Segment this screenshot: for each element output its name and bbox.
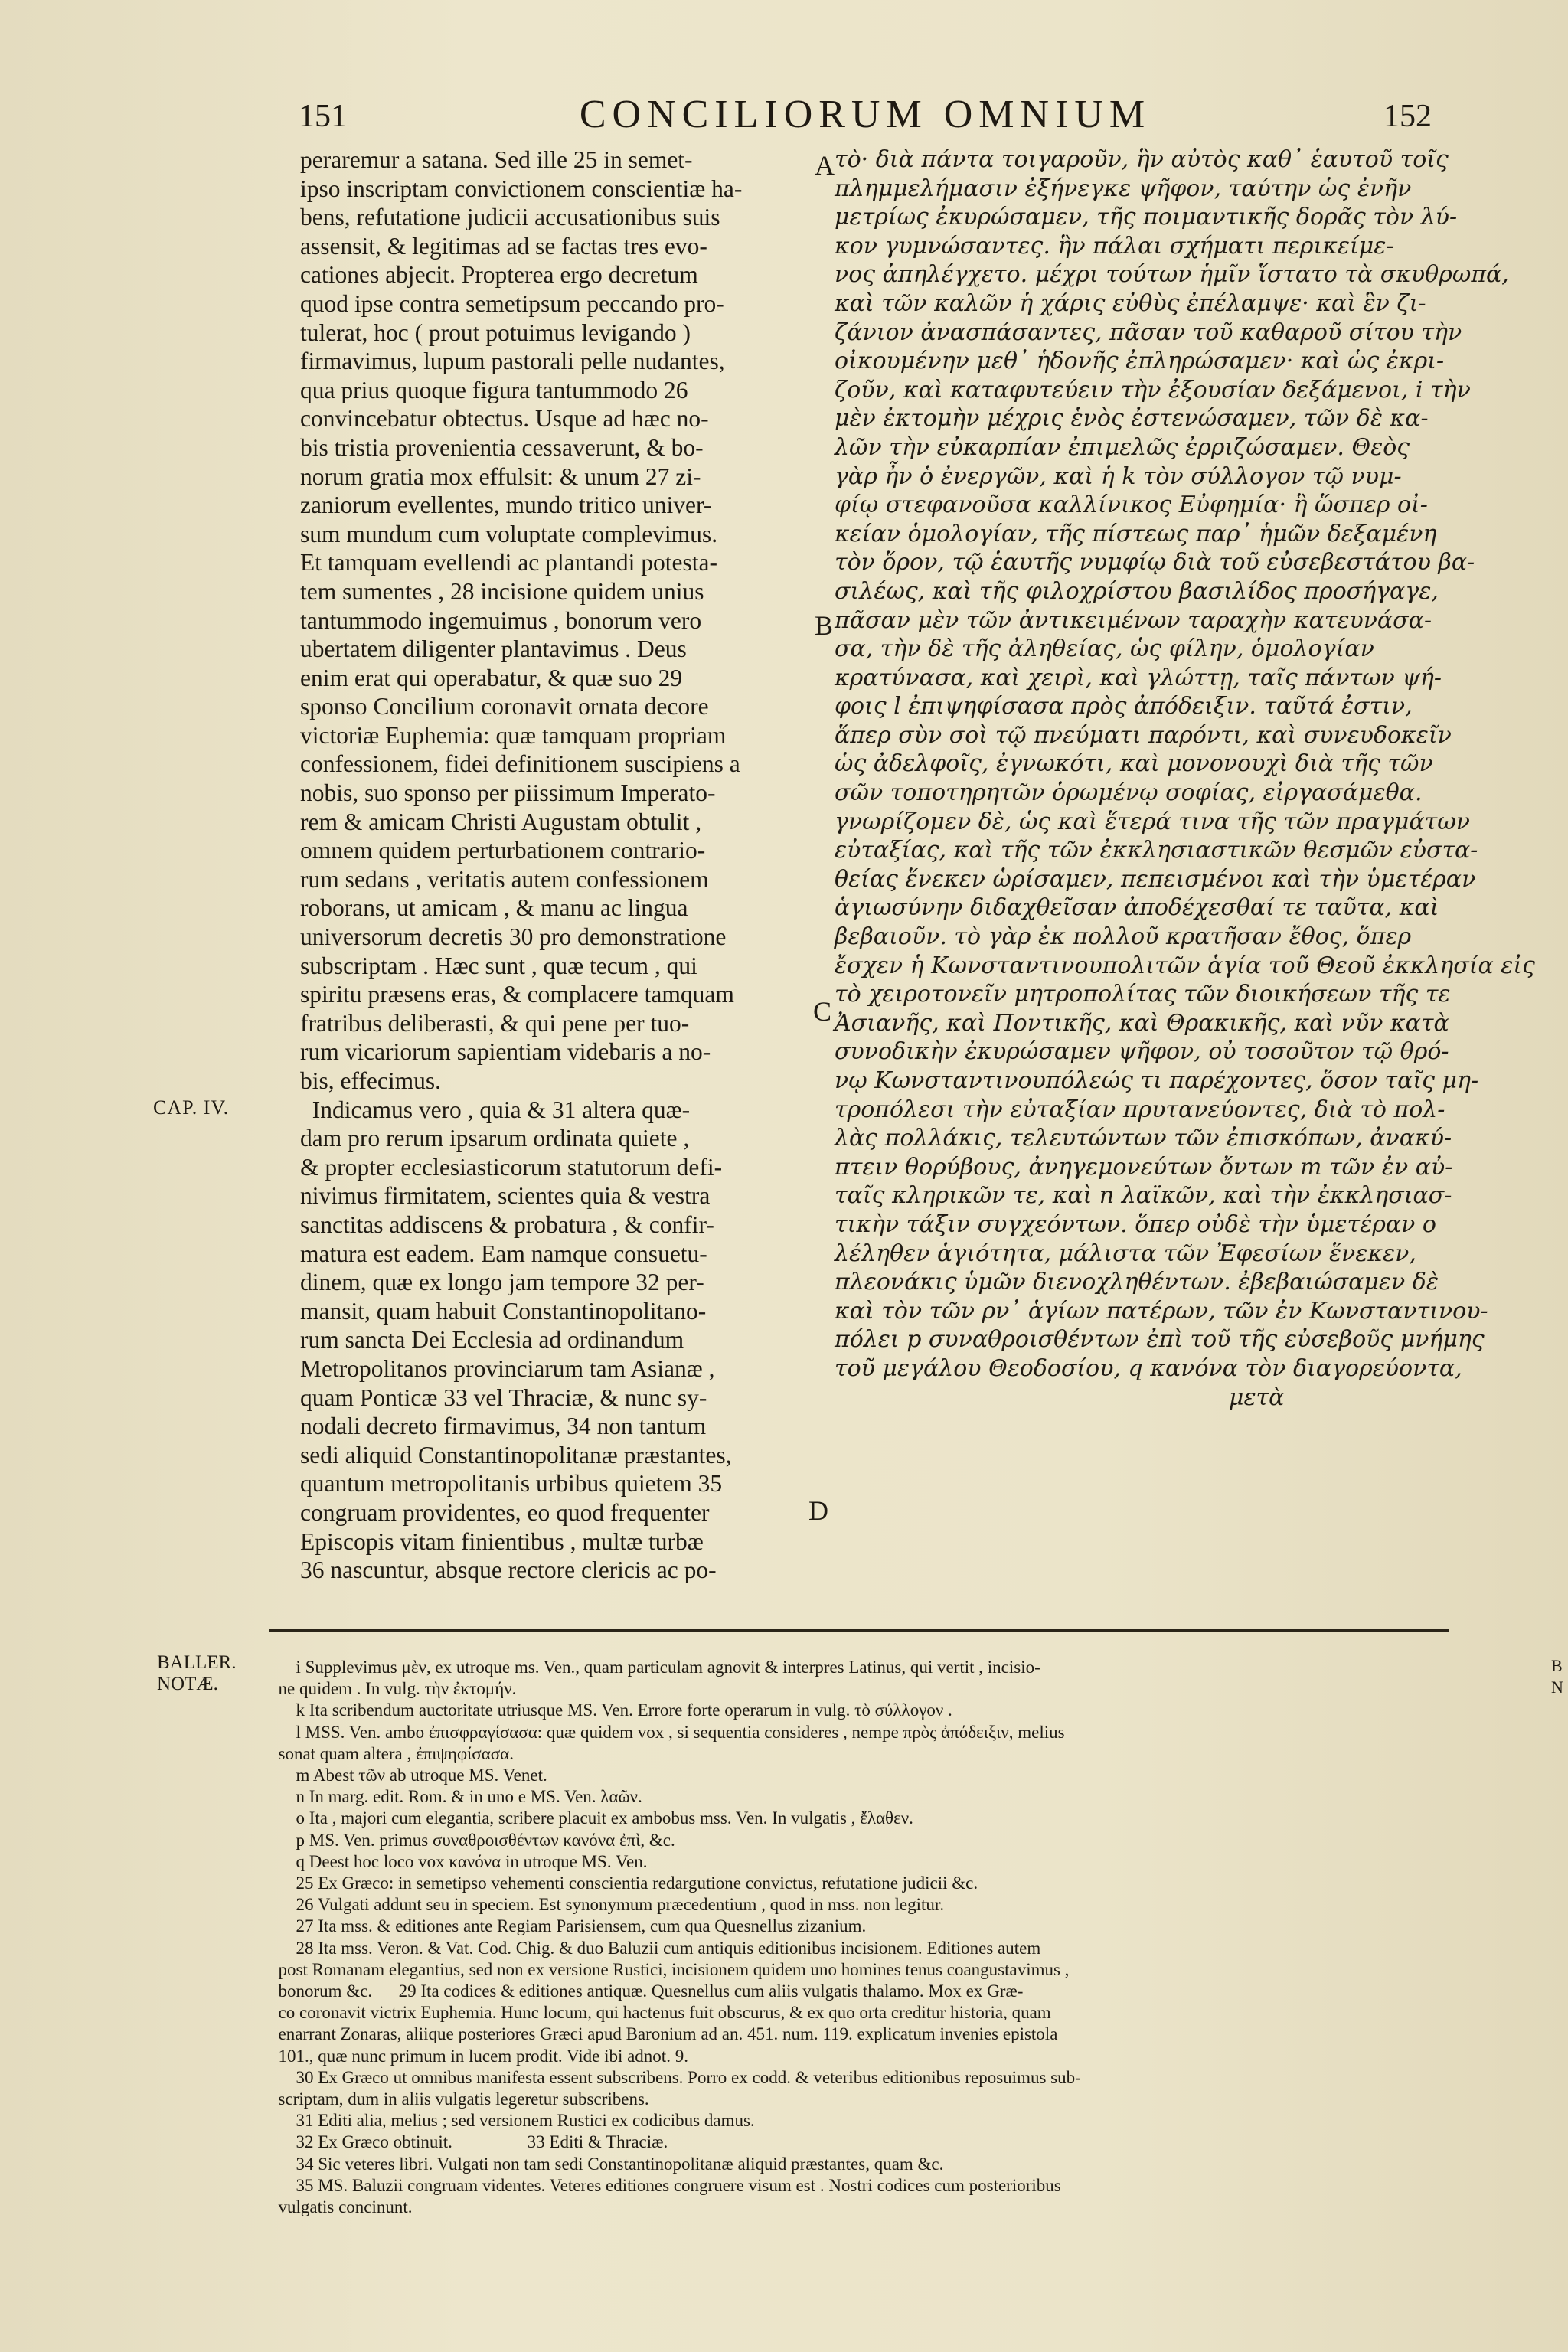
footnote-line: 34 Sic veteres libri. Vulgati non tam sedi Constantinopolitanæ aliquid præstantes, quam &c. — [270, 2154, 944, 2174]
latin-text-line: nobis, suo sponso per piissimum Imperato- — [300, 779, 716, 807]
greek-text-line: λέληθεν ἁγιότητα, μάλιστα τῶν Ἐφεσίων ἕνεκεν, — [835, 1240, 1416, 1267]
greek-text-line: σιλέως, καὶ τῆς φιλοχρίστου βασιλίδος προσήγαγε, — [835, 577, 1439, 605]
greek-text-line: φίῳ στεφανοῦσα καλλίνικος Εὐφημία· ἣ ὥσπερ οἰ- — [835, 492, 1428, 519]
greek-text-line: τροπόλεσι τὴν εὐταξίαν πρυτανεύοντες, διὰ τὸ πολ- — [835, 1096, 1446, 1123]
latin-text-line: Et tamquam evellendi ac plantandi potesta- — [300, 549, 717, 577]
margin-letter-b: B — [815, 610, 834, 641]
latin-text-line: 36 nascuntur, absque rectore clericis ac po- — [300, 1557, 717, 1584]
greek-text-line: ἔσχεν ἡ Κωνσταντινουπολιτῶν ἁγία τοῦ Θεοῦ ἐκκλησία εἰς — [835, 952, 1535, 979]
latin-text-line: omnem quidem perturbationem contrario- — [300, 837, 706, 864]
greek-text-line: πλημμελήμασιν ἐξήνεγκε ψῆφον, ταύτην ὡς ἐνῆν — [835, 175, 1412, 202]
footnote-line: scriptam, dum in aliis vulgatis legeretur subscribens. — [270, 2089, 649, 2109]
footnote-line: 30 Ex Græco ut omnibus manifesta essent subscribens. Porro ex codd. & veteribus editionibus reposuimus sub- — [270, 2067, 1081, 2087]
latin-text-line: rum sancta Dei Ecclesia ad ordinandum — [300, 1326, 684, 1354]
latin-text-line: norum gratia mox effulsit: & unum 27 zi- — [300, 462, 701, 490]
footnote-line: vulgatis concinunt. — [270, 2197, 413, 2217]
greek-text-line: καὶ τῶν καλῶν ἡ χάρις εὐθὺς ἐπέλαμψε· καὶ ἓν ζι- — [835, 289, 1426, 317]
notes-heading-right-edge: B N — [1551, 1656, 1563, 1697]
latin-text-line: qua prius quoque figura tantummodo 26 — [300, 376, 688, 403]
footnote-line: 35 MS. Baluzii congruam videntes. Veteres editiones congruere visum est . Nostri codices cum posterioribus — [270, 2175, 1061, 2195]
greek-text-line: ζάνιον ἀνασπάσαντες, πᾶσαν τοῦ καθαροῦ σίτου τὴν — [835, 318, 1462, 346]
greek-text-line: ἁγιωσύνην διδαχθεῖσαν ἀποδέχεσθαί τε ταῦτα, καὶ — [835, 894, 1439, 922]
footnote-line: bonorum &c. 29 Ita codices & editiones antiquæ. Quesnellus cum aliis vulgatis thalamo. Mox ex Græ- — [270, 1981, 1024, 2001]
latin-text-line: zaniorum evellentes, mundo tritico univer- — [300, 492, 712, 519]
greek-text-line: μετὰ — [835, 1383, 1285, 1411]
greek-text-line: γνωρίζομεν δὲ, ὡς καὶ ἕτερά τινα τῆς τῶν πραγμάτων — [835, 808, 1470, 835]
latin-text-line: dinem, quæ ex longo jam tempore 32 per- — [300, 1269, 704, 1296]
latin-text-line: tulerat, hoc ( prout potuimus levigando ) — [300, 318, 691, 346]
footnote-line: m Abest τῶν ab utroque MS. Venet. — [270, 1766, 547, 1785]
footnote-line: n In marg. edit. Rom. & in uno e MS. Ven. λαῶν. — [270, 1787, 642, 1807]
chapter-marginal-label: CAP. IV. — [153, 1096, 230, 1119]
footnote-line: ne quidem . In vulg. τὴν ἐκτομήν. — [270, 1679, 517, 1699]
greek-text-line: βεβαιοῦν. τὸ γὰρ ἐκ πολλοῦ κρατῆσαν ἔθος, ὅπερ — [835, 923, 1412, 951]
latin-text-line: enim erat qui operabatur, & quæ suo 29 — [300, 664, 683, 691]
latin-text-line: cationes abjecit. Propterea ergo decretum — [300, 261, 698, 289]
latin-text-line: roborans, ut amicam , & manu ac lingua — [300, 894, 688, 922]
greek-text-line: Ἀσιανῆς, καὶ Ποντικῆς, καὶ Θρακικῆς, καὶ νῦν κατὰ — [835, 1009, 1449, 1037]
latin-text-line: rum sedans , veritatis autem confessionem — [300, 865, 709, 893]
latin-text-line: tantummodo ingemuimus , bonorum vero — [300, 606, 702, 634]
footnote-line: i Supplevimus μὲν, ex utroque ms. Ven., quam particulam agnovit & interpres Latinus, qui vertit , incisio- — [270, 1658, 1040, 1677]
greek-text-line: ζοῦν, καὶ καταφυτεύειν τὴν ἐξουσίαν δεξάμενοι, i τὴν — [835, 376, 1471, 403]
footnote-line: 26 Vulgati addunt seu in speciem. Est synonymum præcedentium , quod in mss. non legitur. — [270, 1895, 945, 1915]
latin-text-line: nodali decreto firmavimus, 34 non tantum — [300, 1413, 707, 1440]
latin-text-line: tem sumentes , 28 incisione quidem unius — [300, 577, 704, 605]
page-number-right: 152 — [1383, 99, 1432, 134]
footnote-line: 101., quæ nunc primum in lucem prodit. Vide ibi adnot. 9. — [270, 2046, 688, 2066]
latin-text-line: peraremur a satana. Sed ille 25 in semet- — [300, 146, 693, 173]
greek-text-column — [835, 145, 1535, 1412]
latin-text-line: & propter ecclesiasticorum statutorum defi- — [300, 1153, 723, 1181]
greek-text-line: μετρίως ἐκυρώσαμεν, τῆς ποιμαντικῆς δορᾶς τὸν λύ- — [835, 204, 1458, 231]
latin-text-line: Indicamus vero , quia & 31 altera quæ- — [300, 1096, 691, 1123]
latin-text-line: quod ipse contra semetipsum peccando pro- — [300, 289, 724, 317]
latin-text-line: quantum metropolitanis urbibus quietem 35 — [300, 1470, 723, 1498]
footnote-line: 27 Ita mss. & editiones ante Regiam Parisiensem, cum qua Quesnellus zizanium. — [270, 1916, 867, 1936]
latin-text-line: ubertatem diligenter plantavimus . Deus — [300, 635, 687, 663]
greek-text-line: τοῦ μεγάλου Θεοδοσίου, q κανόνα τὸν διαγορεύοντα, — [835, 1354, 1462, 1382]
greek-text-line: λῶν τὴν εὐκαρπίαν ἐπιμελῶς ἐρριζώσαμεν. Θεὸς — [835, 433, 1410, 461]
latin-text-line: victoriæ Euphemia: quæ tamquam propriam — [300, 721, 727, 749]
footnote-divider — [270, 1629, 1449, 1632]
footnote-line: 31 Editi alia, melius ; sed versionem Rustici ex codicibus damus. — [270, 2111, 755, 2131]
latin-text-line: dam pro rerum ipsarum ordinata quiete , — [300, 1125, 690, 1152]
footnotes — [270, 1657, 1464, 2218]
greek-text-line: σῶν τοποτηρητῶν ὁρωμένῳ σοφίας, εἰργασάμεθα. — [835, 779, 1423, 807]
greek-text-line: νος ἀπηλέγχετο. μέχρι τούτων ἡμῖν ἵστατο τὰ σκυθρωπά, — [835, 261, 1509, 289]
latin-text-line: quam Ponticæ 33 vel Thraciæ, & nunc sy- — [300, 1383, 707, 1411]
latin-text-line: Episcopis vitam finientibus , multæ turbæ — [300, 1527, 704, 1555]
latin-text-line: spiritu præsens eras, & complacere tamquam — [300, 981, 734, 1008]
footnote-line: l MSS. Ven. ambo ἐπισφραγίσασα: quæ quidem vox , si sequentia consideres , nempe πρὸς ἀπόδειξιν, melius — [270, 1722, 1065, 1742]
greek-text-line: τὸν ὅρον, τῷ ἑαυτῆς νυμφίῳ διὰ τοῦ εὐσεβεστάτου βα- — [835, 549, 1475, 577]
footnote-line: 28 Ita mss. Veron. & Vat. Cod. Chig. & duo Baluzii cum antiquis editionibus incisionem. Editiones autem — [270, 1938, 1041, 1958]
greek-text-line: τὸ· διὰ πάντα τοιγαροῦν, ἣν αὐτὸς καθ᾽ ἑαυτοῦ τοῖς — [835, 146, 1449, 173]
latin-text-line: sanctitas addiscens & probatura , & confir- — [300, 1210, 714, 1238]
running-title: CONCILIORUM OMNIUM — [579, 93, 1152, 136]
latin-text-line: bis, effecimus. — [300, 1067, 442, 1094]
greek-text-line: νῳ Κωνσταντινουπόλεώς τι παρέχοντες, ὅσον ταῖς μη- — [835, 1067, 1479, 1094]
page-number-left: 151 — [299, 99, 347, 134]
latin-text-line: congruam providentes, eo quod frequenter — [300, 1498, 710, 1526]
latin-text-line: fratribus deliberasti, & qui pene per tuo- — [300, 1009, 690, 1037]
greek-text-line: πόλει p συναθροισθέντων ἐπὶ τοῦ τῆς εὐσεβοῦς μνήμης — [835, 1326, 1485, 1354]
greek-text-line: πλεονάκις ὑμῶν διενοχληθέντων. ἐβεβαιώσαμεν δὲ — [835, 1269, 1439, 1296]
latin-text-line: sum mundum cum voluptate complevimus. — [300, 520, 718, 547]
greek-text-line: τὸ χειροτονεῖν μητροπολίτας τῶν διοικήσεων τῆς τε — [835, 981, 1451, 1008]
latin-text-line: confessionem, fidei definitionem suscipiens a — [300, 750, 740, 778]
latin-text-line: nivimus firmitatem, scientes quia & vestra — [300, 1182, 710, 1210]
greek-text-line: σα, τὴν δὲ τῆς ἀληθείας, ὡς φίλην, ὁμολογίαν — [835, 635, 1374, 663]
latin-text-line: firmavimus, lupum pastorali pelle nudantes, — [300, 348, 725, 375]
greek-text-line: θείας ἕνεκεν ὡρίσαμεν, πεπεισμένοι καὶ τὴν ὑμετέραν — [835, 865, 1476, 893]
greek-text-line: μὲν ἐκτομὴν μέχρις ἑνὸς ἐστενώσαμεν, τῶν δὲ κα- — [835, 405, 1429, 433]
latin-text-line: mansit, quam habuit Constantinopolitano- — [300, 1297, 707, 1325]
greek-text-line: οἰκουμένην μεθ᾽ ἡδονῆς ἐπληρώσαμεν· καὶ ὡς ἐκρι- — [835, 348, 1445, 375]
latin-text-column — [300, 145, 812, 1585]
greek-text-line: κείαν ὁμολογίαν, τῆς πίστεως παρ᾽ ἡμῶν δεξαμένη — [835, 520, 1437, 547]
greek-text-line: πτειν θορύβους, ἀνηγεμονεύτων ὄντων m τῶν ἐν αὐ- — [835, 1153, 1453, 1181]
greek-text-line: εὐταξίας, καὶ τῆς τῶν ἐκκλησιαστικῶν θεσμῶν εὐστα- — [835, 837, 1478, 864]
greek-text-line: γὰρ ἦν ὁ ἐνεργῶν, καὶ ἡ k τὸν σύλλογον τῷ νυμ- — [835, 462, 1402, 490]
latin-text-line: subscriptam . Hæc sunt , quæ tecum , qui — [300, 952, 697, 979]
greek-text-line: λὰς πολλάκις, τελευτώντων τῶν ἐπισκόπων, ἀνακύ- — [835, 1125, 1452, 1152]
greek-text-line: συνοδικὴν ἐκυρώσαμεν ψῆφον, οὐ τοσοῦτον τῷ θρό- — [835, 1038, 1449, 1066]
latin-text-line: rem & amicam Christi Augustam obtulit , — [300, 808, 702, 835]
greek-text-line: καὶ τὸν τῶν ρν᾽ ἁγίων πατέρων, τῶν ἐν Κωνσταντινου- — [835, 1297, 1488, 1325]
greek-text-line: ὡς ἀδελφοῖς, ἐγνωκότι, καὶ μονονουχὶ διὰ τῆς τῶν — [835, 750, 1433, 778]
latin-text-line: universorum decretis 30 pro demonstratione — [300, 923, 727, 951]
latin-text-line: rum vicariorum sapientiam videbaris a no- — [300, 1038, 711, 1066]
greek-text-line: τικὴν τάξιν συγχεόντων. ὅπερ οὐδὲ τὴν ὑμετέραν o — [835, 1210, 1436, 1238]
greek-text-line: κρατύνασα, καὶ χειρὶ, καὶ γλώττῃ, ταῖς πάντων ψή- — [835, 664, 1442, 691]
margin-letter-d: D — [808, 1495, 828, 1526]
footnote-line: k Ita scribendum auctoritate utriusque MS. Ven. Errore forte operarum in vulg. τὸ σύλλογον . — [270, 1700, 952, 1720]
footnote-line: enarrant Zonaras, aliique posteriores Græci apud Baronium ad an. 451. num. 119. explicatum invenies epistola — [270, 2024, 1058, 2044]
latin-text-line: sedi aliquid Constantinopolitanæ præstantes, — [300, 1441, 732, 1468]
latin-text-line: convincebatur obtectus. Usque ad hæc no- — [300, 405, 709, 433]
footnote-line: 32 Ex Græco obtinuit. 33 Editi & Thraciæ. — [270, 2132, 668, 2152]
notes-heading: BALLER. NOTÆ. — [157, 1652, 237, 1694]
footnote-line: 25 Ex Græco: in semetipso vehementi conscientia redargutione convictus, refutatione judicii &c. — [270, 1873, 978, 1893]
greek-text-line: κον γυμνώσαντες. ἣν πάλαι σχήματι περικείμε- — [835, 232, 1394, 260]
footnote-line: co coronavit victrix Euphemia. Hunc locum, qui hactenus fuit obscurus, & ex quo orta creditur historia, quam — [270, 2003, 1051, 2023]
footnote-line: o Ita , majori cum elegantia, scribere placuit ex ambobus mss. Ven. In vulgatis , ἔλαθεν. — [270, 1808, 913, 1828]
latin-text-line: ipso inscriptam convictionem conscientiæ ha- — [300, 175, 743, 202]
latin-text-line: matura est eadem. Eam namque consuetu- — [300, 1240, 707, 1267]
greek-text-line: ἅπερ σὺν σοὶ τῷ πνεύματι παρόντι, καὶ συνευδοκεῖν — [835, 721, 1452, 749]
latin-text-line: assensit, & legitimas ad se factas tres evo- — [300, 232, 707, 260]
latin-text-line: bens, refutatione judicii accusationibus suis — [300, 204, 720, 231]
latin-text-line: bis tristia provenientia cessaverunt, & bo- — [300, 433, 704, 461]
footnote-line: q Deest hoc loco vox κανόνα in utroque MS. Ven. — [270, 1851, 648, 1871]
greek-text-line: ταῖς κληρικῶν τε, καὶ n λαϊκῶν, καὶ τὴν ἐκκλησιασ- — [835, 1182, 1452, 1210]
greek-text-line: πᾶσαν μὲν τῶν ἀντικειμένων ταραχὴν κατευνάσα- — [835, 606, 1432, 634]
margin-letter-c: C — [813, 996, 832, 1027]
greek-text-line: φοις l ἐπιψηφίσασα πρὸς ἀπόδειξιν. ταῦτά ἐστιν, — [835, 693, 1413, 720]
running-head — [291, 92, 1439, 145]
footnote-line: sonat quam altera , ἐπιψηφίσασα. — [270, 1743, 514, 1763]
footnote-line: post Romanam elegantius, sed non ex versione Rustici, incisionem quidem uno homines tenus coangustavimus , — [270, 1959, 1070, 1979]
latin-text-line: sponso Concilium coronavit ornata decore — [300, 693, 709, 720]
latin-text-line: Metropolitanos provinciarum tam Asianæ , — [300, 1354, 715, 1382]
footnote-line: p MS. Ven. primus συναθροισθέντων κανόνα ἐπὶ, &c. — [270, 1830, 675, 1850]
margin-letter-a: A — [815, 150, 835, 181]
